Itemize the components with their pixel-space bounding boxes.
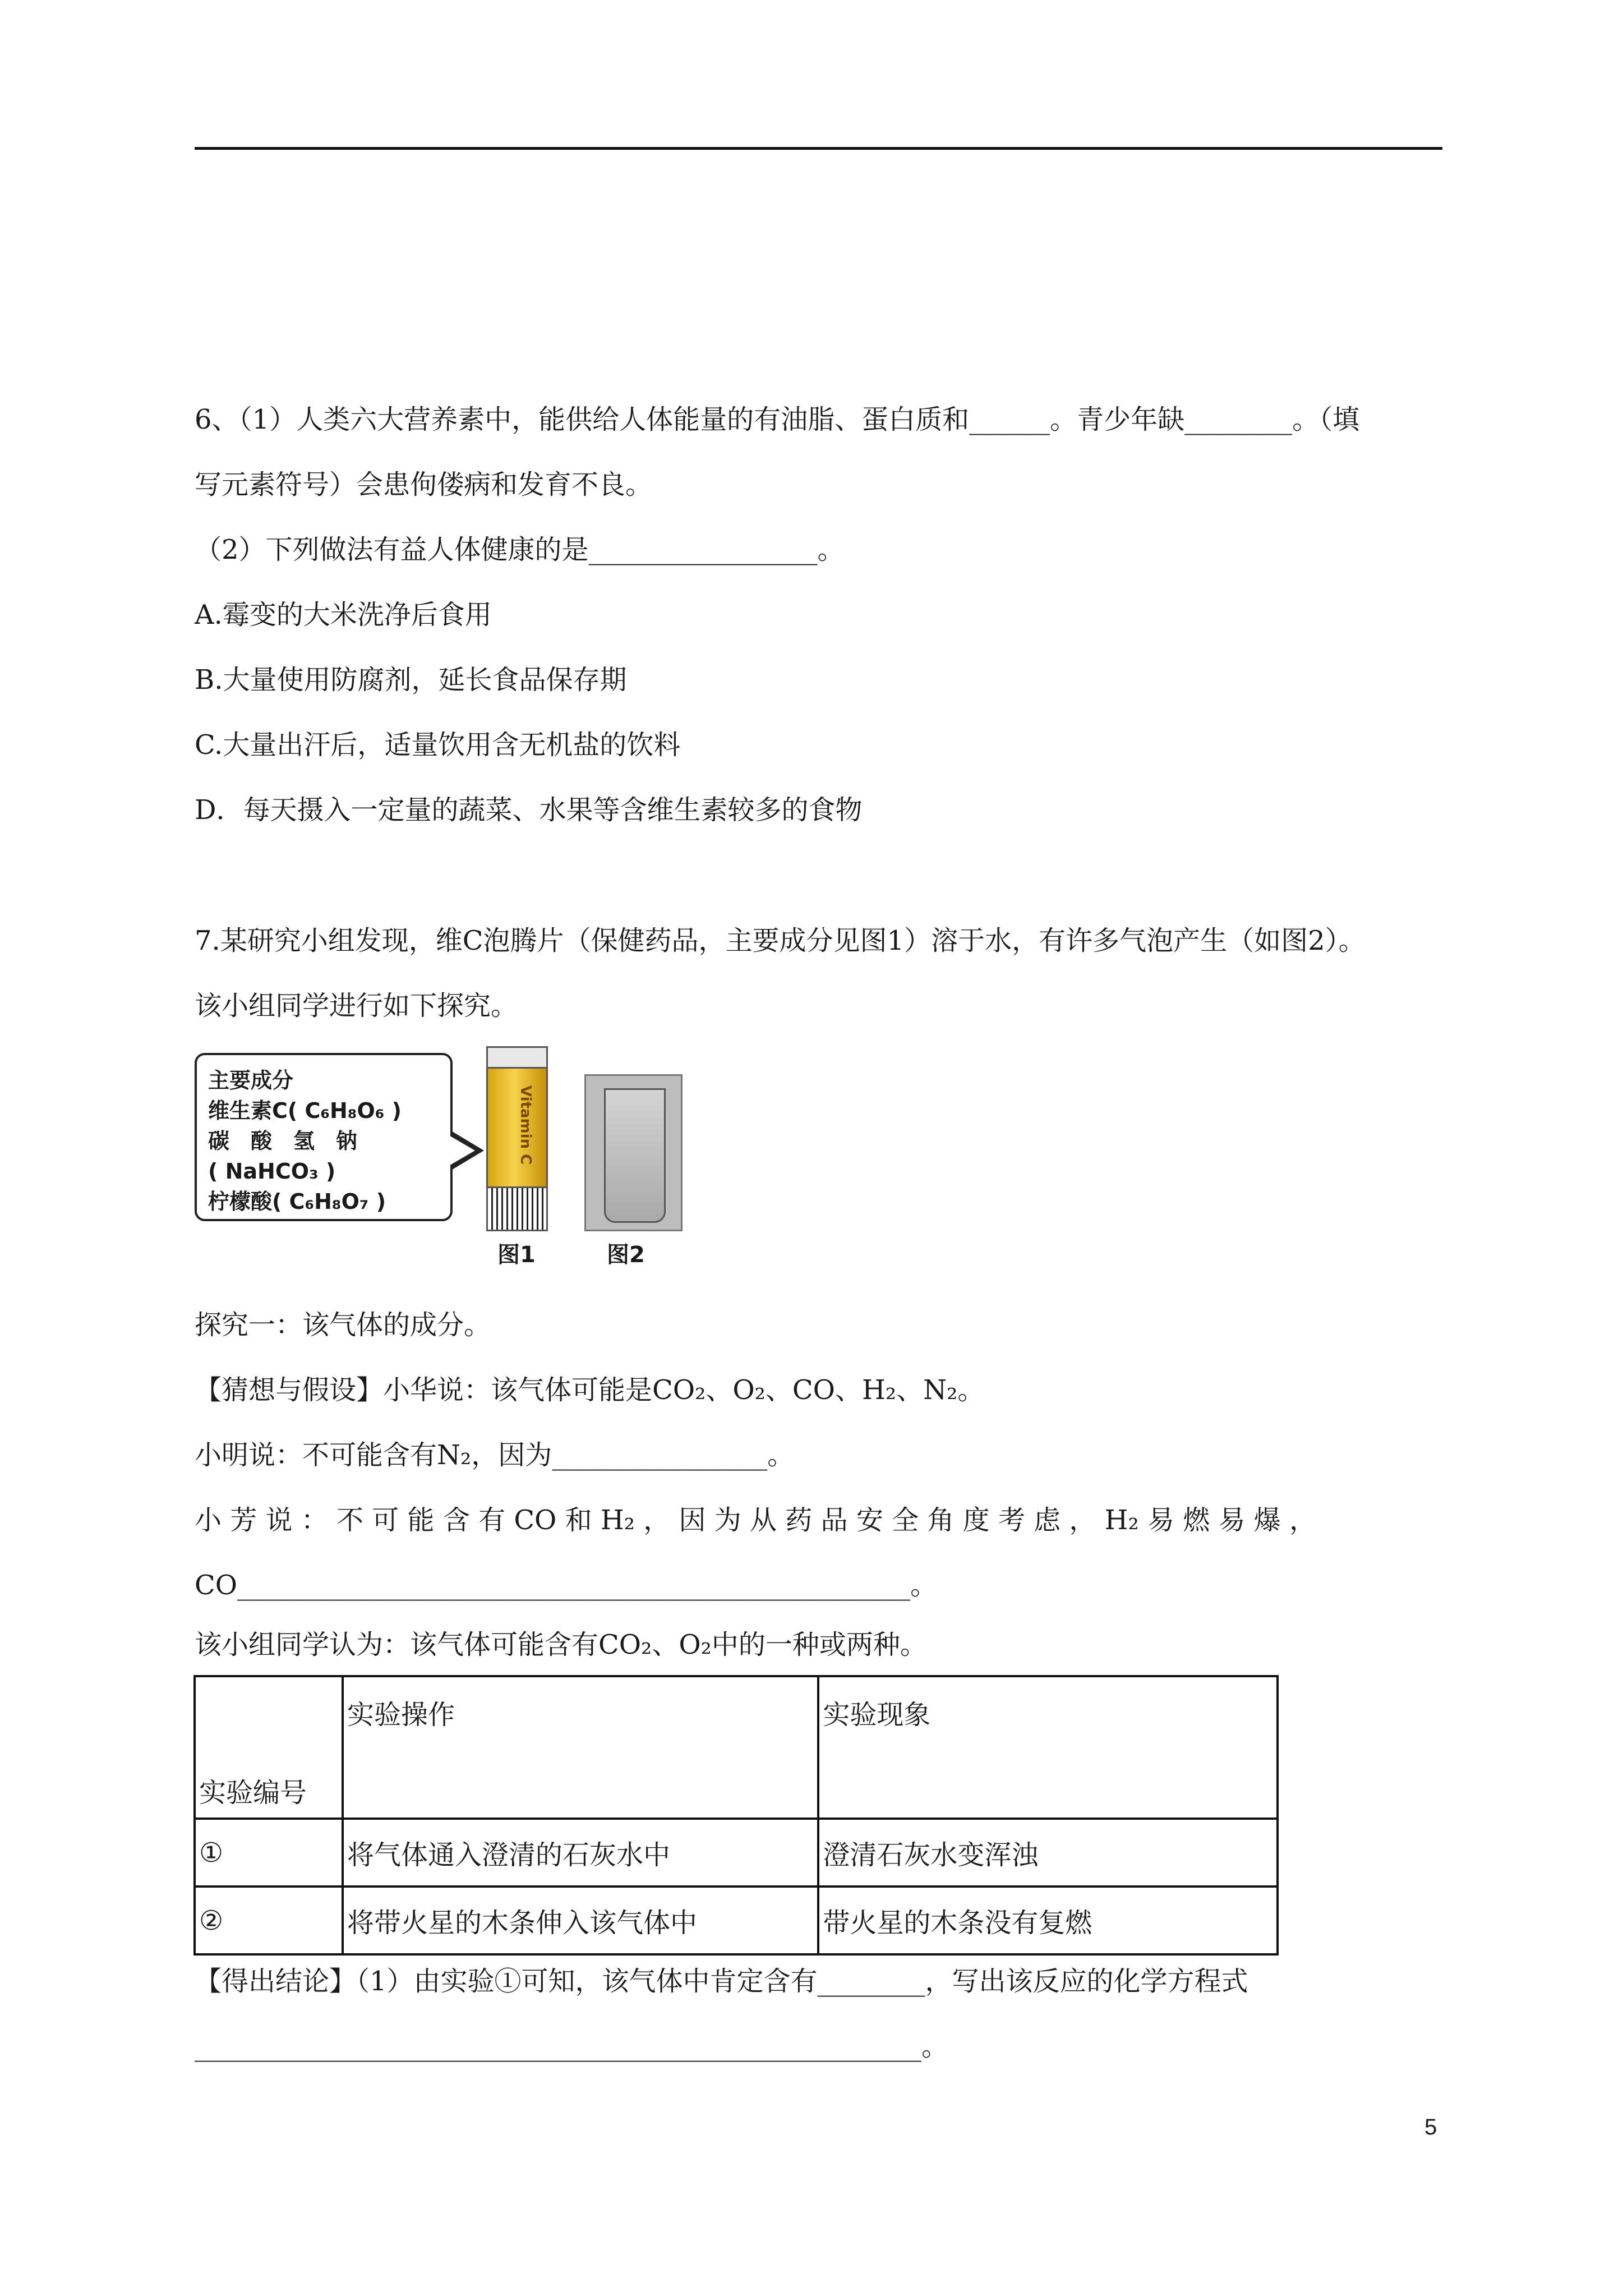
callout-title: 主要成分 [208,1068,294,1093]
conclusion-text: 【得出结论】（1）由实验①可知，该气体中肯定含有 [195,1966,818,1997]
co-text: 。 [910,1570,938,1601]
vitamin-tube-cap [486,1046,548,1069]
q6-option-c: C.大量出汗后，适量饮用含无机盐的饮料 [195,729,681,761]
cell-operation: 将带火星的木条伸入该气体中 [343,1887,818,1954]
q6-text: 。青少年缺 [1050,404,1185,435]
glass-water [604,1088,666,1223]
xiaoming-text: 。 [767,1439,795,1471]
table-row [195,1887,1278,1954]
q6-text: （2）下列做法有益人体健康的是 [195,534,589,565]
q6-option-a: A.霉变的大米洗净后食用 [195,599,492,631]
vitamin-tube-barcode [486,1186,548,1231]
callout-tail-fill [448,1135,475,1166]
q6-line1 [195,402,1359,438]
q7-line1: 7.某研究小组发现，维C泡腾片（保健药品，主要成分见图1）溶于水，有许多气泡产生（如图2）。 [195,925,1366,956]
q6-option-d: D．每天摄入一定量的蔬菜、水果等含维生素较多的食物 [195,794,863,826]
group-view-line: 该小组同学认为：该气体可能含有CO₂、O₂中的一种或两种。 [195,1629,927,1660]
q6-text: 。 [817,534,845,565]
experiment-table [193,1675,1279,1955]
xiaofang-line: 小 芳 说 ： 不 可 能 含 有 CO 和 H₂ ， 因 为 从 药 品 安 全 角 度 考 虑 ， H₂ 易 燃 易 爆 ， [195,1504,1317,1536]
co-line [195,1567,937,1603]
conclusion-text: ，写出该反应的化学方程式 [925,1966,1248,1997]
q6-text: 6、（1）人类六大营养素中，能供给人体能量的有油脂、蛋白质和 [195,404,970,435]
cell-number: ② [195,1887,343,1954]
q6-blank-3[interactable]: _________________ [588,534,818,565]
hypothesis-line: 【猜想与假设】小华说：该气体可能是CO₂、O₂、CO、H₂、N₂。 [195,1374,985,1406]
conclusion-blank[interactable]: ________ [817,1966,925,1997]
q6-blank-1[interactable]: ______ [969,404,1050,435]
header-rule [195,147,1442,150]
cell-phenomenon: 带火星的木条没有复燃 [818,1887,1278,1954]
callout-line: 碳 酸 氢 钠 [208,1129,358,1153]
q6-text: 。（填 [1292,404,1360,435]
xiaoming-line [195,1437,794,1473]
q6-line3 [195,532,845,568]
xiaoming-text: 小明说：不可能含有N₂，因为 [195,1439,552,1471]
xiaoming-blank[interactable]: ________________ [552,1439,768,1471]
q6-blank-2[interactable]: ________ [1184,404,1293,435]
equation-line [195,2028,948,2064]
q6-line2: 写元素符号）会患佝偻病和发育不良。 [195,469,653,500]
header-experiment-phenomenon: 实验现象 [818,1676,1278,1819]
table-header-row [195,1676,1278,1819]
explore-one-heading: 探究一：该气体的成分。 [195,1309,491,1341]
conclusion-line [195,1963,1248,1999]
ingredients-callout [195,1053,453,1221]
table-row [195,1819,1278,1887]
header-experiment-operation: 实验操作 [343,1676,818,1819]
q6-option-b: B.大量使用防腐剂，延长食品保存期 [195,664,627,696]
equation-text: 。 [921,2031,949,2062]
co-blank[interactable]: __________________________________________________ [237,1570,911,1601]
cell-number: ① [195,1819,343,1887]
callout-line: 柠檬酸( C₆H₈O₇ ) [208,1189,386,1214]
header-experiment-number: 实验编号 [195,1676,343,1819]
cell-phenomenon: 澄清石灰水变浑浊 [818,1819,1278,1887]
cell-operation: 将气体通入澄清的石灰水中 [343,1819,818,1887]
page-number: 5 [1424,2115,1437,2139]
co-text: CO [195,1570,238,1601]
callout-line: ( NaHCO₃ ) [208,1159,336,1184]
q7-figure [195,1046,699,1271]
equation-blank[interactable]: ______________________________________________________ [195,2031,921,2062]
figure-caption-2: 图2 [607,1242,645,1268]
callout-line: 维生素C( C₆H₈O₆ ) [208,1098,402,1123]
q7-line2: 该小组同学进行如下探究。 [195,990,518,1022]
vitamin-tube-label: Vitamin C [517,1085,534,1165]
figure-caption-1: 图1 [497,1242,536,1268]
